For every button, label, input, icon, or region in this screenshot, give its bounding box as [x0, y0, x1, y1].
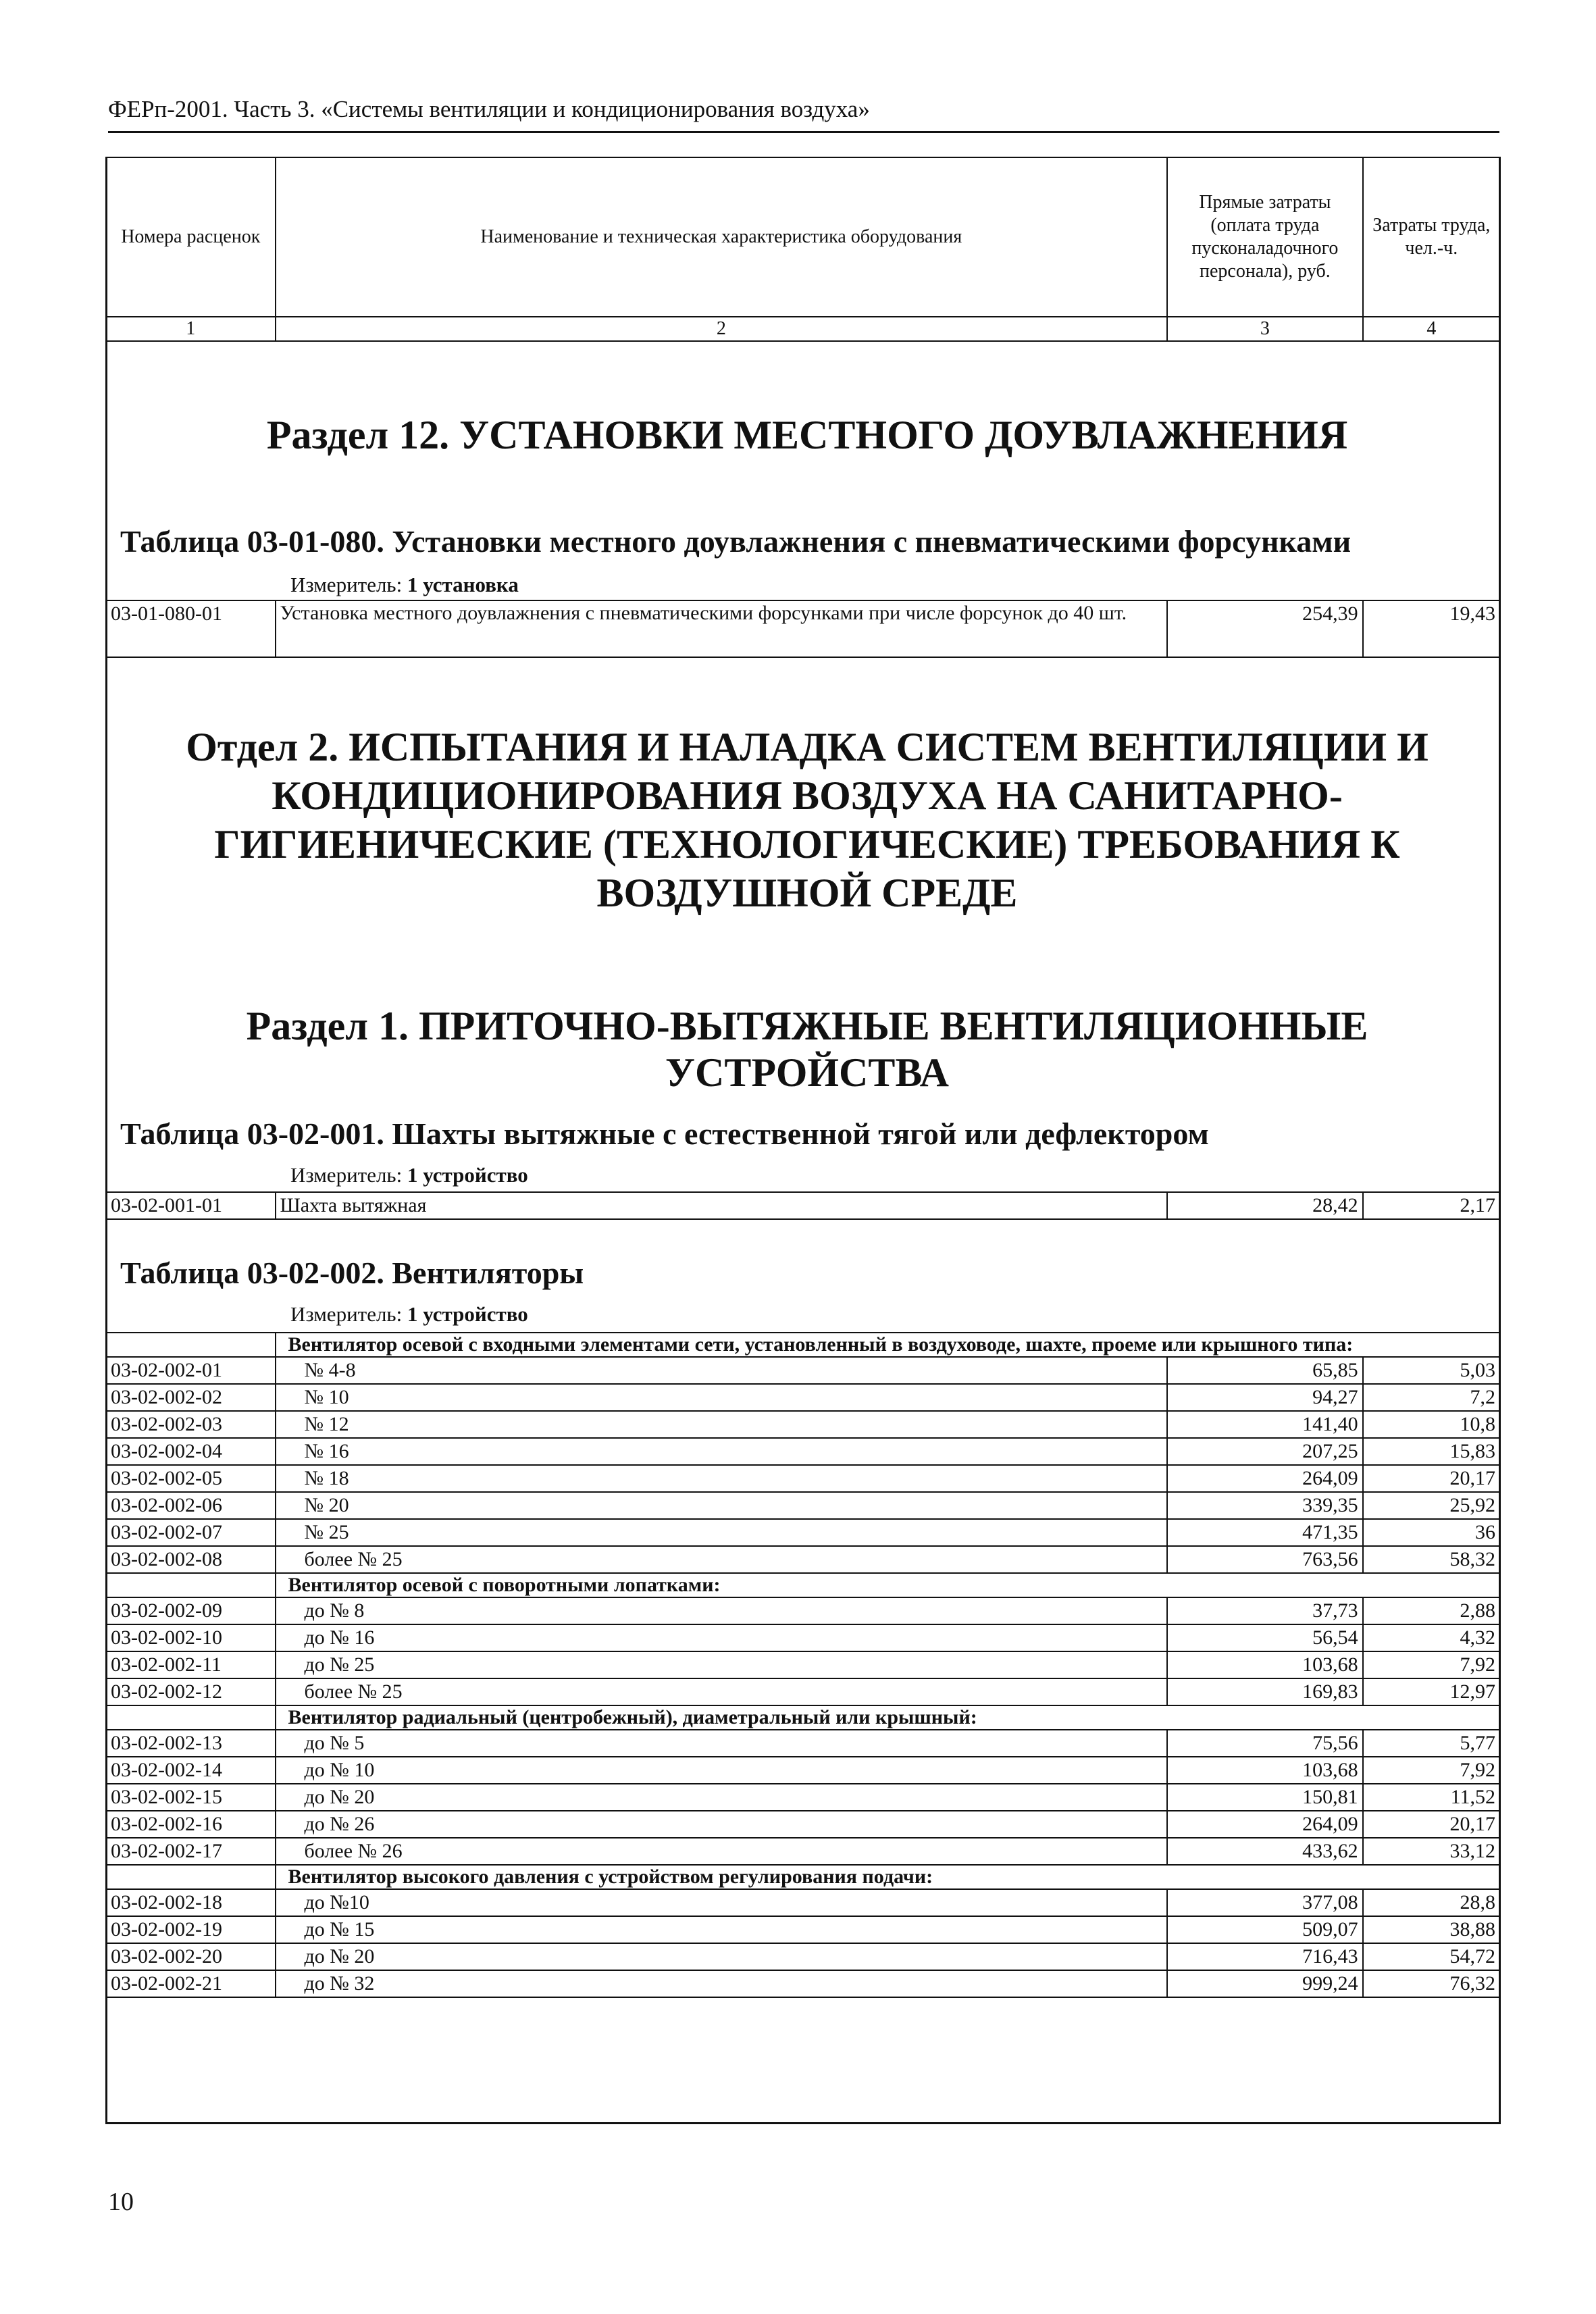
meter-label: Измеритель:	[290, 1302, 407, 1326]
row-name: до №10	[276, 1889, 1168, 1916]
row-labor: 7,92	[1363, 1757, 1500, 1784]
row-name: № 18	[276, 1465, 1168, 1492]
row-name: до № 16	[276, 1624, 1168, 1651]
table-row	[106, 1384, 1500, 1411]
row-labor: 20,17	[1363, 1811, 1500, 1838]
row-labor: 5,03	[1363, 1357, 1500, 1384]
row-code: 03-02-002-04	[106, 1438, 276, 1465]
row-labor: 10,8	[1363, 1411, 1500, 1438]
row-labor: 19,43	[1363, 600, 1500, 657]
row-name: до № 32	[276, 1970, 1168, 1997]
table-row	[106, 1943, 1500, 1970]
header-col-name: Наименование и техническая характеристика оборудования	[276, 157, 1168, 317]
group-code-cell	[106, 1333, 276, 1357]
table-002-meter	[290, 1302, 528, 1327]
row-cost: 999,24	[1167, 1970, 1363, 1997]
row-cost: 28,42	[1167, 1192, 1363, 1219]
row-code: 03-02-001-01	[106, 1192, 276, 1219]
row-labor: 33,12	[1363, 1838, 1500, 1865]
section-12-title: Раздел 12. УСТАНОВКИ МЕСТНОГО ДОУВЛАЖНЕНИЯ	[266, 413, 1348, 457]
table-row	[106, 600, 1500, 657]
row-cost: 377,08	[1167, 1889, 1363, 1916]
row-code: 03-02-002-21	[106, 1970, 276, 1997]
row-code: 03-02-002-13	[106, 1730, 276, 1757]
row-code: 03-02-002-19	[106, 1916, 276, 1943]
table-row	[106, 1192, 1500, 1219]
row-name: до № 20	[276, 1784, 1168, 1811]
group-name: Вентилятор радиальный (центробежный), диаметральный или крышный:	[276, 1705, 1500, 1730]
row-cost: 339,35	[1167, 1492, 1363, 1519]
page-number: 10	[108, 2188, 134, 2216]
row-code: 03-02-002-07	[106, 1519, 276, 1546]
group-header-row	[106, 1573, 1500, 1597]
row-labor: 5,77	[1363, 1730, 1500, 1757]
table-002-title: Таблица 03-02-002. Вентиляторы	[120, 1256, 584, 1290]
meter-value: 1 установка	[407, 573, 519, 596]
row-labor: 76,32	[1363, 1970, 1500, 1997]
table-row	[106, 1678, 1500, 1705]
row-cost: 264,09	[1167, 1465, 1363, 1492]
row-code: 03-02-002-01	[106, 1357, 276, 1384]
header-num-2: 2	[276, 317, 1168, 341]
row-labor: 28,8	[1363, 1889, 1500, 1916]
table-row	[106, 1357, 1500, 1384]
row-cost: 56,54	[1167, 1624, 1363, 1651]
row-name: до № 5	[276, 1730, 1168, 1757]
row-labor: 54,72	[1363, 1943, 1500, 1970]
meter-label: Измеритель:	[290, 1163, 407, 1187]
row-labor: 38,88	[1363, 1916, 1500, 1943]
group-header-row	[106, 1333, 1500, 1357]
row-name: № 10	[276, 1384, 1168, 1411]
row-cost: 150,81	[1167, 1784, 1363, 1811]
row-code: 03-02-002-10	[106, 1624, 276, 1651]
group-name: Вентилятор осевой с поворотными лопатками:	[276, 1573, 1500, 1597]
row-code: 03-02-002-12	[106, 1678, 276, 1705]
row-cost: 65,85	[1167, 1357, 1363, 1384]
row-name: более № 26	[276, 1838, 1168, 1865]
table-row	[106, 1411, 1500, 1438]
row-labor: 20,17	[1363, 1465, 1500, 1492]
table-001-meter	[290, 1163, 528, 1187]
row-cost: 94,27	[1167, 1384, 1363, 1411]
row-name: более № 25	[276, 1678, 1168, 1705]
table-row	[106, 1465, 1500, 1492]
row-labor: 25,92	[1363, 1492, 1500, 1519]
row-code: 03-02-002-20	[106, 1943, 276, 1970]
row-code: 03-02-002-06	[106, 1492, 276, 1519]
table-002	[105, 1332, 1501, 1998]
row-code: 03-02-002-05	[106, 1465, 276, 1492]
row-cost: 433,62	[1167, 1838, 1363, 1865]
table-row	[106, 1970, 1500, 1997]
group-name: Вентилятор высокого давления с устройством регулирования подачи:	[276, 1865, 1500, 1889]
group-header-row	[106, 1705, 1500, 1730]
header-num-4: 4	[1363, 317, 1500, 341]
row-code: 03-02-002-08	[106, 1546, 276, 1573]
row-cost: 207,25	[1167, 1438, 1363, 1465]
row-cost: 169,83	[1167, 1678, 1363, 1705]
row-code: 03-02-002-09	[106, 1597, 276, 1624]
table-row	[106, 1757, 1500, 1784]
table-080	[105, 600, 1501, 658]
group-code-cell	[106, 1573, 276, 1597]
row-labor: 7,2	[1363, 1384, 1500, 1411]
table-001-title: Таблица 03-02-001. Шахты вытяжные с естественной тягой или дефлектором	[120, 1116, 1209, 1151]
department-2-title: Отдел 2. ИСПЫТАНИЯ И НАЛАДКА СИСТЕМ ВЕНТИЛЯЦИИ И КОНДИЦИОНИРОВАНИЯ ВОЗДУХА НА САНИТАРНО-ГИГИЕНИЧЕСКИЕ (ТЕХНОЛОГИЧЕСКИЕ) ТРЕБОВАНИЯ К ВОЗДУШНОЙ СРЕДЕ	[186, 725, 1428, 915]
table-080-title: Таблица 03-01-080. Установки местного доувлажнения с пневматическими форсунками	[120, 524, 1352, 559]
table-row	[106, 1916, 1500, 1943]
row-cost: 37,73	[1167, 1597, 1363, 1624]
table-row	[106, 1784, 1500, 1811]
row-cost: 264,09	[1167, 1811, 1363, 1838]
table-row	[106, 1519, 1500, 1546]
table-row	[106, 1546, 1500, 1573]
row-name: до № 20	[276, 1943, 1168, 1970]
row-name: до № 10	[276, 1757, 1168, 1784]
table-row	[106, 1597, 1500, 1624]
header-col-labor: Затраты труда, чел.-ч.	[1363, 157, 1500, 317]
header-num-1: 1	[106, 317, 276, 341]
group-name: Вентилятор осевой с входными элементами сети, установленный в воздуховоде, шахте, проеме или крышного типа:	[276, 1333, 1500, 1357]
row-code: 03-02-002-14	[106, 1757, 276, 1784]
table-row	[106, 1438, 1500, 1465]
row-code: 03-02-002-16	[106, 1811, 276, 1838]
row-cost: 509,07	[1167, 1916, 1363, 1943]
section-1-title: Раздел 1. ПРИТОЧНО-ВЫТЯЖНЫЕ ВЕНТИЛЯЦИОННЫЕ УСТРОЙСТВА	[246, 1004, 1368, 1095]
group-header-row	[106, 1865, 1500, 1889]
row-cost: 471,35	[1167, 1519, 1363, 1546]
row-cost: 716,43	[1167, 1943, 1363, 1970]
row-labor: 7,92	[1363, 1651, 1500, 1678]
header-col-cost: Прямые затраты (оплата труда пусконаладочного персонала), руб.	[1167, 157, 1363, 317]
row-name: № 16	[276, 1438, 1168, 1465]
table-row	[106, 1624, 1500, 1651]
meter-value: 1 устройство	[407, 1163, 528, 1187]
row-name: Шахта вытяжная	[276, 1192, 1168, 1219]
table-001	[105, 1191, 1501, 1220]
meter-label: Измеритель:	[290, 573, 407, 596]
group-code-cell	[106, 1705, 276, 1730]
table-080-meter	[290, 573, 519, 597]
row-cost: 75,56	[1167, 1730, 1363, 1757]
row-code: 03-02-002-02	[106, 1384, 276, 1411]
group-code-cell	[106, 1865, 276, 1889]
row-labor: 36	[1363, 1519, 1500, 1546]
row-cost: 103,68	[1167, 1757, 1363, 1784]
row-labor: 4,32	[1363, 1624, 1500, 1651]
row-name: до № 26	[276, 1811, 1168, 1838]
row-labor: 58,32	[1363, 1546, 1500, 1573]
row-name: до № 8	[276, 1597, 1168, 1624]
table-row	[106, 1492, 1500, 1519]
row-labor: 2,17	[1363, 1192, 1500, 1219]
row-name: до № 25	[276, 1651, 1168, 1678]
table-row	[106, 1811, 1500, 1838]
row-code: 03-01-080-01	[106, 600, 276, 657]
row-labor: 12,97	[1363, 1678, 1500, 1705]
running-head: ФЕРп-2001. Часть 3. «Системы вентиляции и кондиционирования воздуха»	[108, 96, 870, 122]
header-rule	[108, 131, 1499, 133]
table-row	[106, 1730, 1500, 1757]
table-row	[106, 1838, 1500, 1865]
row-code: 03-02-002-18	[106, 1889, 276, 1916]
row-cost: 141,40	[1167, 1411, 1363, 1438]
row-labor: 2,88	[1363, 1597, 1500, 1624]
header-num-3: 3	[1167, 317, 1363, 341]
row-cost: 254,39	[1167, 600, 1363, 657]
column-header-table	[105, 157, 1501, 342]
row-code: 03-02-002-11	[106, 1651, 276, 1678]
row-cost: 763,56	[1167, 1546, 1363, 1573]
row-name: № 4-8	[276, 1357, 1168, 1384]
row-code: 03-02-002-17	[106, 1838, 276, 1865]
row-code: 03-02-002-15	[106, 1784, 276, 1811]
row-name: № 25	[276, 1519, 1168, 1546]
table-row	[106, 1651, 1500, 1678]
row-name: № 12	[276, 1411, 1168, 1438]
meter-value: 1 устройство	[407, 1302, 528, 1326]
row-cost: 103,68	[1167, 1651, 1363, 1678]
row-code: 03-02-002-03	[106, 1411, 276, 1438]
row-name: до № 15	[276, 1916, 1168, 1943]
header-col-codes: Номера расценок	[106, 157, 276, 317]
table-row	[106, 1889, 1500, 1916]
row-labor: 11,52	[1363, 1784, 1500, 1811]
row-name: Установка местного доувлажнения с пневматическими форсунками при числе форсунок до 40 шт.	[276, 600, 1168, 657]
row-name: более № 25	[276, 1546, 1168, 1573]
row-name: № 20	[276, 1492, 1168, 1519]
row-labor: 15,83	[1363, 1438, 1500, 1465]
